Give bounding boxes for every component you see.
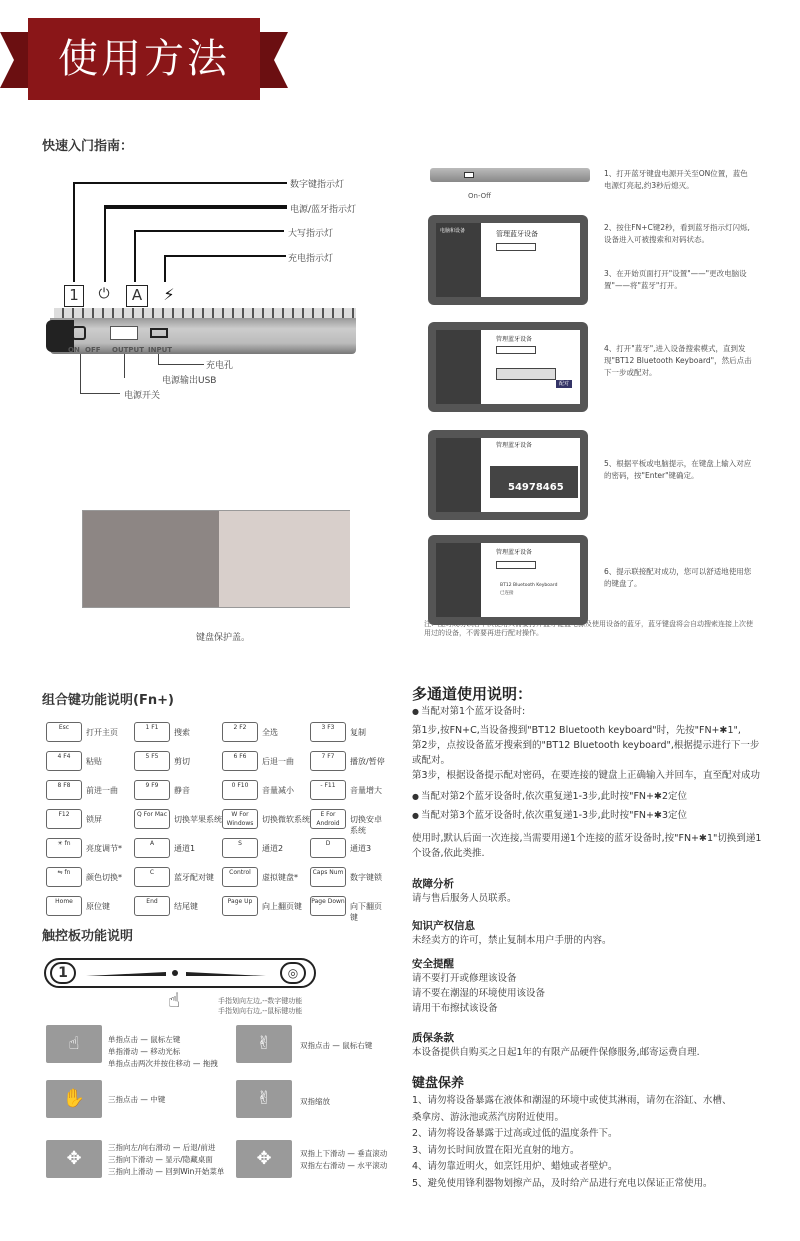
info-section-title: 知识产权信息 <box>412 920 475 932</box>
fn-label: 蓝牙配对键 <box>174 873 214 882</box>
hand-icon: ☝ <box>168 988 181 1012</box>
fn-key: 2 F2 <box>222 722 258 742</box>
info-section-line: 请不要打开或修理该设备 <box>412 973 517 984</box>
info-section <box>412 918 762 948</box>
info-section-title: 故障分析 <box>412 878 454 890</box>
fn-key: A <box>134 838 170 858</box>
info-section <box>412 876 762 906</box>
screen-step-6: 管理蓝牙设备 BT12 Bluetooth Keyboard 已连接 <box>428 535 588 625</box>
keyboard-keys-row <box>54 308 356 318</box>
screen-step-5: 管理蓝牙设备 54978465 <box>428 430 588 520</box>
gesture-two-tap-text: 双指点击 — 鼠标右键 <box>300 1041 373 1050</box>
scroll-left-text: 手指划向左边,--数字键功能 <box>218 997 303 1005</box>
bluetooth-power-icon: ⏻ <box>98 286 110 302</box>
fn-grid <box>46 722 386 922</box>
fn-key: 7 F7 <box>310 751 346 771</box>
care-list: 1、请勿将设备暴露在液体和潮湿的环境中或使其淋雨，请勿在浴缸、水槽、 桑拿房、游泳池或蒸汽房附近使用。 2、请勿将设备暴露于过高或过低的温度条件下。 3、请勿长时间放置在阳光直射的地方。 4、请勿靠近明火，如烹饪用炉、蜡烛或者壁炉。 5、避免使用锋利器物划擦产品，及时给产品进行充电以保证正常使用。 <box>412 1095 732 1189</box>
screen-step-2: 电脑和设备 管理蓝牙设备 <box>428 215 588 305</box>
fn-key: Q For Mac <box>134 809 170 829</box>
touchpad-strip <box>44 958 316 988</box>
fn-label: 打开主页 <box>86 728 118 737</box>
fn-key: 8 F8 <box>46 780 82 800</box>
fn-label: 全选 <box>262 728 278 737</box>
fn-key: 1 F1 <box>134 722 170 742</box>
fn-key: F12 <box>46 809 82 829</box>
scroll-right-text: 手指划向右边,--鼠标键功能 <box>218 1007 303 1015</box>
quickstart-title: 快速入门指南： <box>42 139 134 154</box>
fn-label: 音量增大 <box>350 786 382 795</box>
input-port-icon <box>150 328 168 338</box>
label-charge-port: 充电孔 <box>206 361 234 371</box>
step-6: 6、提示联接配对成功，您可以舒适地使用您的键盘了。 <box>604 567 752 588</box>
gesture-three-swipe-text: 三指向左/向右滑动 — 后退/前进 三指向下滑动 — 显示/隐藏桌面 三指向上滑动 — 回到Win开始菜单 <box>108 1143 225 1176</box>
care-title: 键盘保养 <box>412 1076 465 1091</box>
info-section-line: 请用干布擦拭该设备 <box>412 1003 498 1014</box>
pairing-code: 54978465 <box>508 482 564 493</box>
port-output: OUTPUT <box>112 346 144 354</box>
fn-label: 剪切 <box>174 757 190 766</box>
fn-key: 3 F3 <box>310 722 346 742</box>
info-section <box>412 956 762 1016</box>
fn-label: 搜索 <box>174 728 190 737</box>
info-section-line: 请与售后服务人员联系。 <box>412 893 517 904</box>
charge-indicator-icon: ⚡ <box>163 285 175 304</box>
fn-label: 切换苹果系统 <box>174 815 222 824</box>
fn-label: 原位键 <box>86 902 110 911</box>
fn-label: 音量减小 <box>262 786 294 795</box>
label-switch: 电源开关 <box>124 391 161 401</box>
fn-label: 切换安卓系统 <box>350 815 382 835</box>
fn-label: 结尾键 <box>174 902 198 911</box>
fn-label: 前进一曲 <box>86 786 118 795</box>
step-1: 1、打开蓝牙键盘电源开关至ON位置，蓝色电源灯亮起,约3秒后熄灭。 <box>604 169 748 190</box>
info-section <box>412 1030 762 1060</box>
label-numlock: 数字键指示灯 <box>290 180 345 190</box>
fn-label: 通道3 <box>350 844 372 853</box>
step-5: 5、根据平板或电脑提示，在键盘上输入对应的密码，按"Enter"键确定。 <box>604 459 752 480</box>
fn-key: 6 F6 <box>222 751 258 771</box>
fn-key: ⇋ fn <box>46 867 82 887</box>
step-2: 2、按住FN+C键2秒，看到蓝牙指示灯闪烁,设备进入可被搜索和对码状态。 <box>604 223 750 244</box>
banner-fold-left <box>0 32 28 88</box>
fn-key: 5 F5 <box>134 751 170 771</box>
fn-key: S <box>222 838 258 858</box>
port-on: ON <box>68 346 80 354</box>
fn-label: 静音 <box>174 786 190 795</box>
fn-key: W For Windows <box>222 809 258 829</box>
info-section-line: 未经卖方的许可，禁止复制本用户手册的内容。 <box>412 935 612 946</box>
keyboard-cover <box>82 510 350 608</box>
caps-indicator-icon: A <box>126 285 148 307</box>
info-section-line: 本设备提供自购买之日起1年的有限产品硬件保修服务,邮寄运费自理. <box>412 1047 700 1058</box>
fn-key: 4 F4 <box>46 751 82 771</box>
gesture-zoom-text: 双指缩放 <box>300 1097 330 1106</box>
fn-label: 颜色切换* <box>86 873 122 882</box>
fn-label: 复制 <box>350 728 366 737</box>
fn-key: 0 F10 <box>222 780 258 800</box>
fn-label: 亮度调节* <box>86 844 122 853</box>
label-power-bt: 电源/蓝牙指示灯 <box>290 205 357 215</box>
fn-label: 向下翻页键 <box>350 902 382 922</box>
fn-label: 后退一曲 <box>262 757 294 766</box>
step-3: 3、在开始页面打开"设置"——"更改电脑设置"——将"蓝牙"打开。 <box>604 269 747 290</box>
usb-output-port-icon <box>110 326 138 340</box>
fn-key: - F11 <box>310 780 346 800</box>
fn-label: 切换微软系统 <box>262 815 310 824</box>
multi-title: 多通道使用说明： <box>412 685 533 703</box>
fn-key: Home <box>46 896 82 916</box>
device-side-view <box>430 166 590 188</box>
gesture-three-swipe: ✥ <box>46 1140 102 1178</box>
touchpad-title: 触控板功能说明 <box>42 929 134 944</box>
gesture-single-text: 单指点击 — 鼠标左键 单指滑动 — 移动光标 单指点击两次并按住移动 — 拖拽 <box>108 1035 218 1068</box>
fn-label: 数字键锁 <box>350 873 382 882</box>
screen-step-4: 管理蓝牙设备 配对 <box>428 322 588 412</box>
gesture-three-tap: ✋ <box>46 1080 102 1118</box>
fn-key: End <box>134 896 170 916</box>
info-section-title: 安全提醒 <box>412 958 454 970</box>
fn-key: E For Android <box>310 809 346 829</box>
fn-key: 9 F9 <box>134 780 170 800</box>
fn-key: ☀ fn <box>46 838 82 858</box>
fn-key: Control <box>222 867 258 887</box>
fn-title: 组合键功能说明(Fn+) <box>42 693 174 708</box>
touchpad-num-icon: 1 <box>50 962 76 984</box>
fn-label: 播放/暂停 <box>350 757 385 766</box>
gesture-two-tap: ✌ <box>236 1025 292 1063</box>
fn-label: 通道2 <box>262 844 284 853</box>
fn-label: 通道1 <box>174 844 196 853</box>
label-usb: 电源输出USB <box>162 376 217 386</box>
banner-fold-right <box>260 32 288 88</box>
fn-key: Caps Num <box>310 867 346 887</box>
label-charge: 充电指示灯 <box>288 254 334 264</box>
fn-label: 虚拟键盘* <box>262 873 298 882</box>
port-input: INPUT <box>148 346 173 354</box>
gesture-single: ☝ <box>46 1025 102 1063</box>
fn-label: 锁屏 <box>86 815 102 824</box>
fn-key: Page Down <box>310 896 346 916</box>
port-off: OFF <box>85 346 101 354</box>
pairing-note: 注：配对成功以后下次使用只需要打开蓝牙键盘电源及使用设备的蓝牙，蓝牙键盘将会自动搜索连接上次使用过的设备，不需要再进行配对操作。 <box>424 620 753 637</box>
fn-key: D <box>310 838 346 858</box>
info-section-line: 请不要在潮湿的环境使用该设备 <box>412 988 546 999</box>
keyboard-diagram <box>42 160 362 400</box>
cover-caption: 键盘保护盖。 <box>196 633 251 643</box>
label-caps: 大写指示灯 <box>288 229 334 239</box>
title-banner <box>0 18 300 100</box>
gesture-zoom: ✌ <box>236 1080 292 1118</box>
multi-text: ● 当配对第1个蓝牙设备时: 第1步,按FN+C,当设备搜到"BT12 Bluetooth keyboard"时，先按"FN+✱1", 第2步，点按设备蓝牙搜索到的"BT12 Bluetooth keyboard",根据提示进行下一步或配对。 第3步，根据设备提示配对密码，在要连接的键盘上正确输入并回车，直至配对成功 ● 当配对第2个蓝牙设备时,依次重复递1-3步,此时按"FN+✱2定位 ● 当配对第3个蓝牙设备时,依次重复递1-3步,此时按"FN+✱3定位 使用时,默认后面一次连接,当需要用递1个连接的蓝牙设备时,按"FN+✱1"切换到递1个设备,依此类推. <box>412 704 762 861</box>
gesture-two-scroll-text: 双指上下滑动 — 垂直滚动 双指左右滑动 — 水平滚动 <box>300 1149 388 1170</box>
gesture-two-scroll: ✥ <box>236 1140 292 1178</box>
mouse-icon: ◎ <box>280 962 306 984</box>
fn-key: Esc <box>46 722 82 742</box>
on-off-label: On-Off <box>468 192 491 200</box>
power-switch-icon <box>72 326 86 340</box>
page-title: 使用方法 <box>58 36 230 82</box>
fn-key: C <box>134 867 170 887</box>
numlock-indicator-icon: 1 <box>64 285 84 307</box>
fn-label: 粘贴 <box>86 757 102 766</box>
step-4: 4、打开"蓝牙",进入设备搜索模式，直到发现"BT12 Bluetooth Keyboard"，然后点击下一步或配对。 <box>604 344 752 377</box>
fn-key: Page Up <box>222 896 258 916</box>
fn-label: 向上翻页键 <box>262 902 302 911</box>
gesture-three-tap-text: 三指点击 — 中键 <box>108 1095 166 1104</box>
info-section-title: 质保条款 <box>412 1032 454 1044</box>
